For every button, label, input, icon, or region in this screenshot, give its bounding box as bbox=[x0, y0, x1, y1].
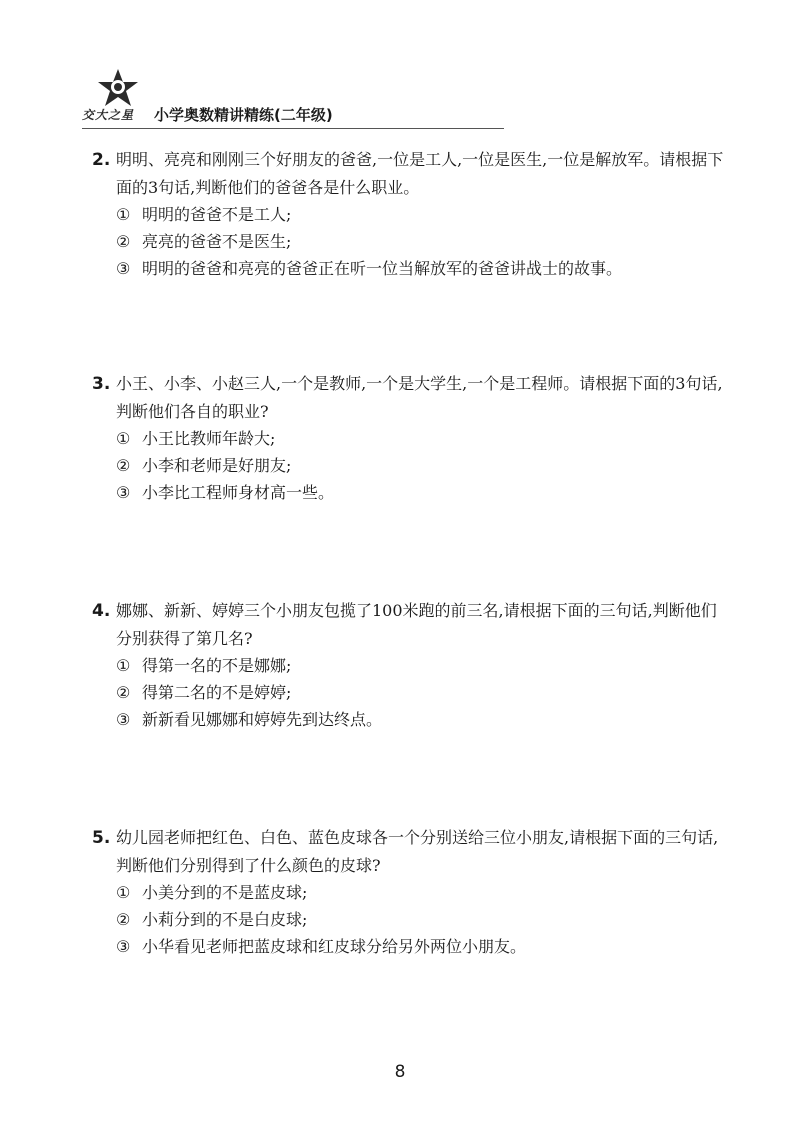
problem-stem bbox=[92, 824, 732, 879]
problem-number: 2. bbox=[92, 150, 111, 170]
star-logo bbox=[82, 68, 150, 128]
condition-text: 得第二名的不是婷婷; bbox=[142, 683, 292, 702]
header-divider bbox=[82, 128, 504, 129]
problem-stem bbox=[92, 370, 732, 425]
page-header bbox=[82, 68, 502, 128]
condition-marker: ① bbox=[116, 205, 131, 224]
condition-list bbox=[92, 425, 732, 506]
condition-list bbox=[92, 879, 732, 960]
condition-text: 亮亮的爸爸不是医生; bbox=[142, 232, 292, 251]
condition-text: 小美分到的不是蓝皮球; bbox=[142, 883, 308, 902]
problem-text: 明明、亮亮和刚刚三个好朋友的爸爸,一位是工人,一位是医生,一位是解放军。请根据下面的3句话,判断他们的爸爸各是什么职业。 bbox=[116, 150, 724, 197]
condition-item bbox=[116, 679, 732, 706]
condition-text: 小华看见老师把蓝皮球和红皮球分给另外两位小朋友。 bbox=[142, 937, 527, 956]
condition-text: 小李比工程师身材高一些。 bbox=[142, 483, 335, 502]
condition-marker: ③ bbox=[116, 483, 131, 502]
problem-3 bbox=[92, 370, 732, 506]
condition-item bbox=[116, 479, 732, 506]
condition-item bbox=[116, 933, 732, 960]
condition-text: 小莉分到的不是白皮球; bbox=[142, 910, 308, 929]
condition-marker: ③ bbox=[116, 259, 131, 278]
problem-2 bbox=[92, 146, 732, 282]
problem-text: 小王、小李、小赵三人,一个是教师,一个是大学生,一个是工程师。请根据下面的3句话,判断他们各自的职业? bbox=[116, 374, 723, 421]
condition-item bbox=[116, 452, 732, 479]
book-title: 小学奥数精讲精练(二年级) bbox=[154, 106, 333, 124]
condition-text: 小李和老师是好朋友; bbox=[142, 456, 292, 475]
condition-marker: ② bbox=[116, 456, 131, 475]
condition-text: 新新看见娜娜和婷婷先到达终点。 bbox=[142, 710, 383, 729]
problem-text: 幼儿园老师把红色、白色、蓝色皮球各一个分别送给三位小朋友,请根据下面的三句话,判断他们分别得到了什么颜色的皮球? bbox=[116, 828, 719, 875]
condition-marker: ② bbox=[116, 683, 131, 702]
problem-4 bbox=[92, 597, 732, 733]
condition-text: 得第一名的不是娜娜; bbox=[142, 656, 292, 675]
condition-marker: ③ bbox=[116, 710, 131, 729]
condition-marker: ② bbox=[116, 910, 131, 929]
problem-stem bbox=[92, 146, 732, 201]
condition-marker: ① bbox=[116, 883, 131, 902]
condition-text: 明明的爸爸不是工人; bbox=[142, 205, 292, 224]
condition-item bbox=[116, 228, 732, 255]
problem-number: 5. bbox=[92, 828, 111, 848]
condition-list bbox=[92, 652, 732, 733]
problem-number: 3. bbox=[92, 374, 111, 394]
condition-marker: ① bbox=[116, 656, 131, 675]
problem-text: 娜娜、新新、婷婷三个小朋友包揽了100米跑的前三名,请根据下面的三句话,判断他们分别获得了第几名? bbox=[116, 601, 717, 648]
problem-number: 4. bbox=[92, 601, 111, 621]
star-logo-icon bbox=[96, 68, 140, 108]
condition-marker: ③ bbox=[116, 937, 131, 956]
condition-item bbox=[116, 255, 732, 282]
condition-item bbox=[116, 706, 732, 733]
condition-item bbox=[116, 201, 732, 228]
condition-text: 明明的爸爸和亮亮的爸爸正在听一位当解放军的爸爸讲战士的故事。 bbox=[142, 259, 623, 278]
condition-text: 小王比教师年龄大; bbox=[142, 429, 276, 448]
condition-marker: ① bbox=[116, 429, 131, 448]
condition-marker: ② bbox=[116, 232, 131, 251]
condition-item bbox=[116, 879, 732, 906]
logo-text: 交大之星 bbox=[82, 108, 135, 122]
problem-5 bbox=[92, 824, 732, 960]
condition-item bbox=[116, 906, 732, 933]
condition-item bbox=[116, 652, 732, 679]
condition-item bbox=[116, 425, 732, 452]
page-number: 8 bbox=[394, 1062, 406, 1082]
condition-list bbox=[92, 201, 732, 282]
problem-stem bbox=[92, 597, 732, 652]
